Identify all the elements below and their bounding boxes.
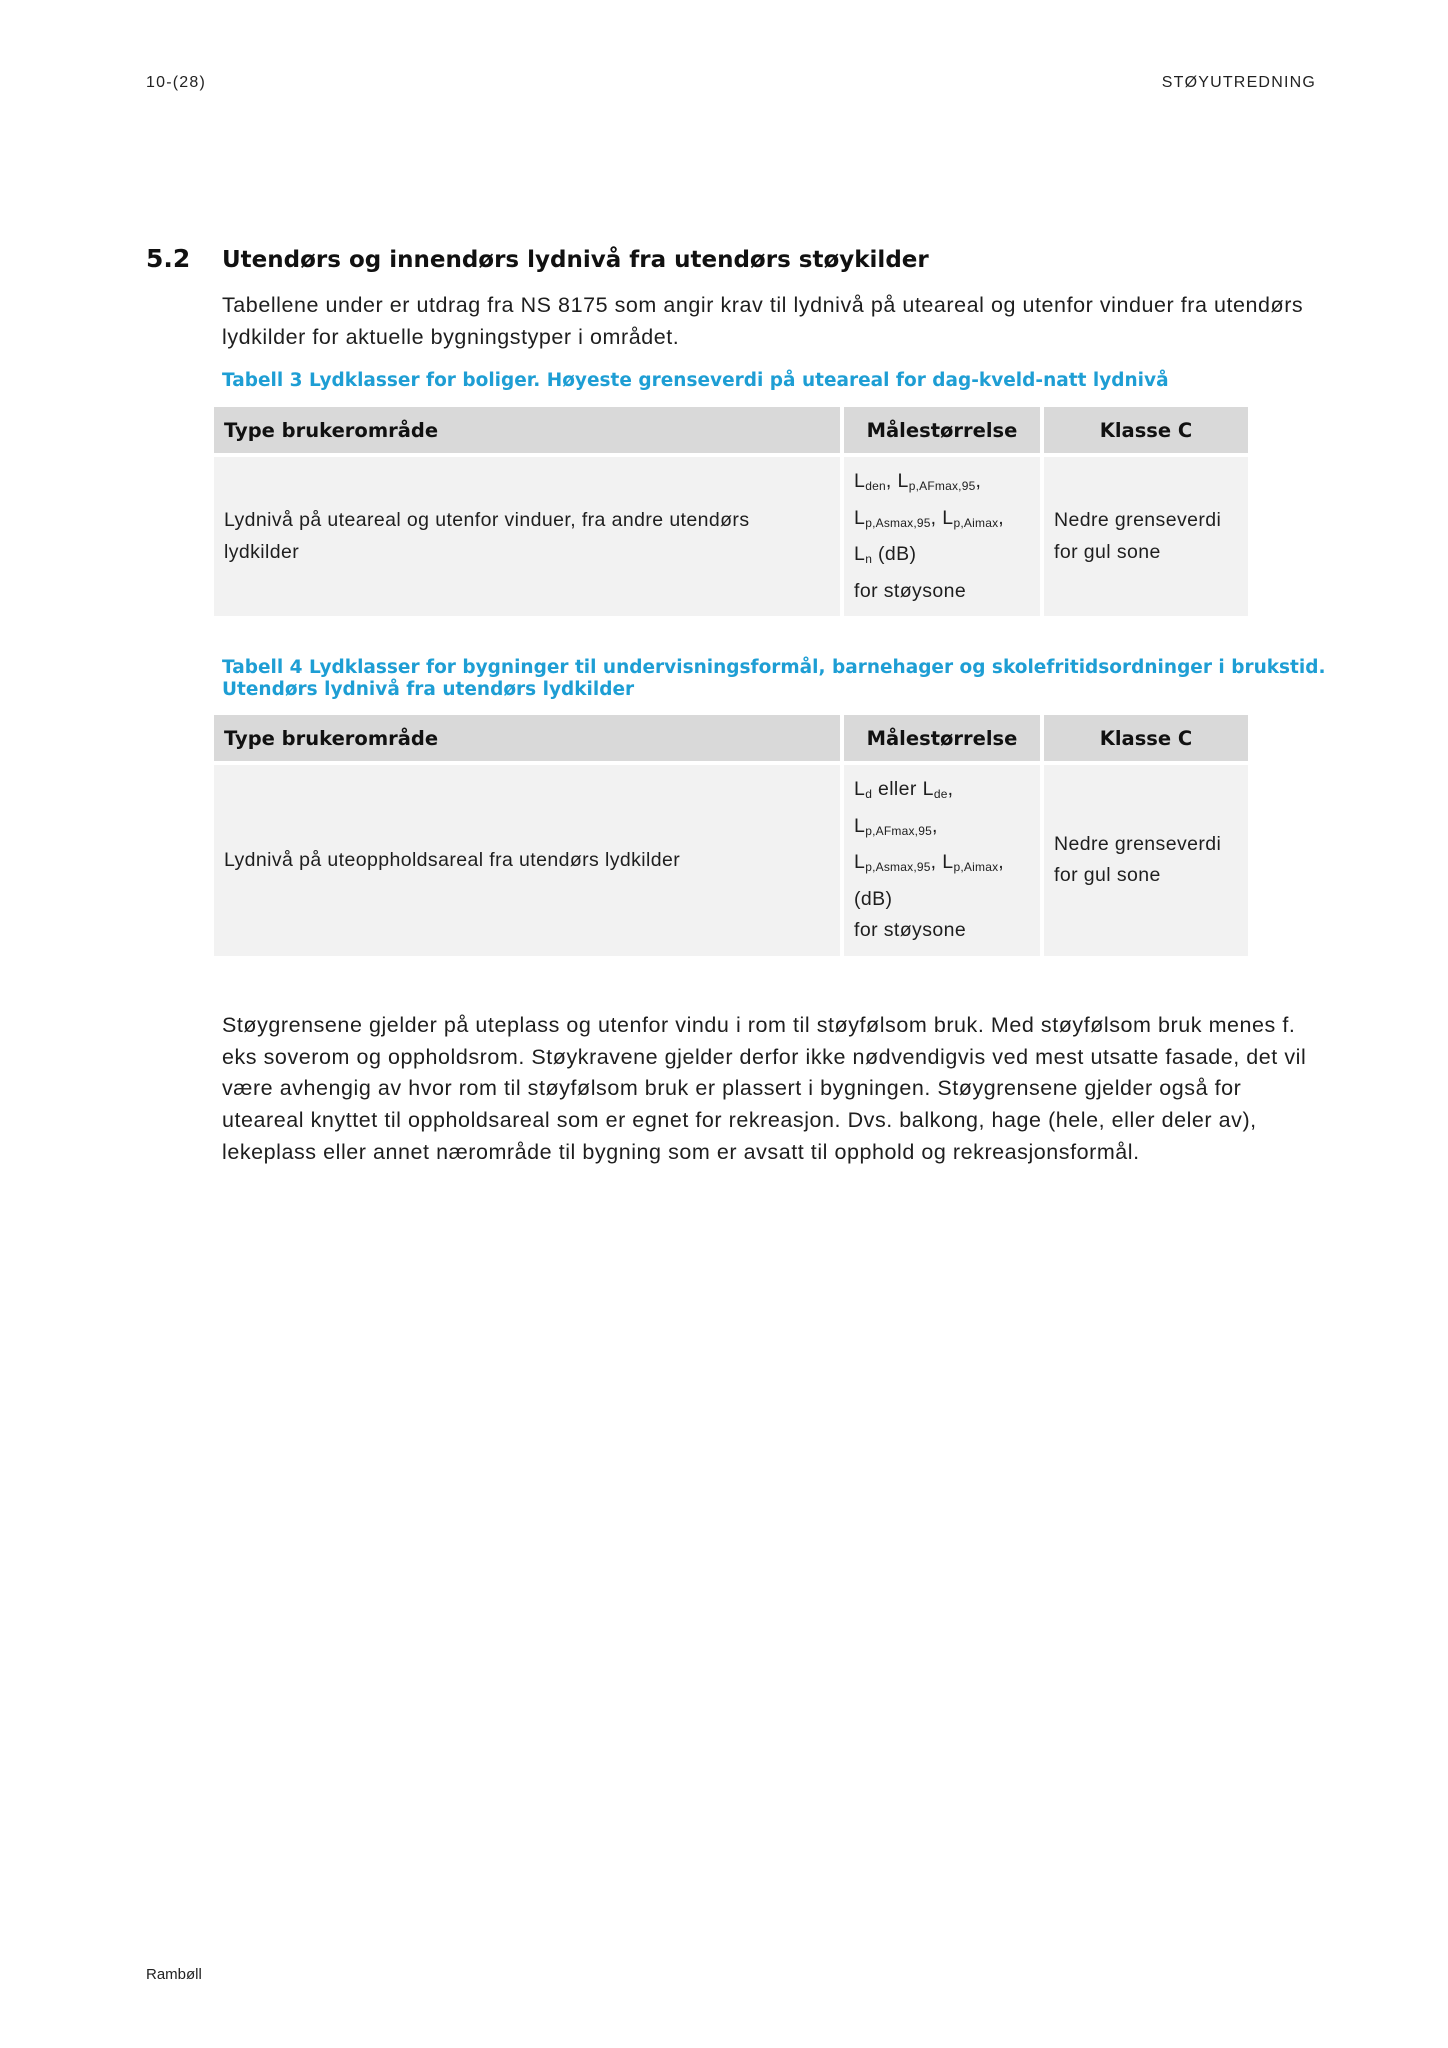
table3-header-area: Type brukerområde bbox=[214, 407, 840, 453]
table3-measure-cell: $L_{den}$, $L_{p,AFmax,95}$, $L_{p,Asmax,95}$, $L_{p,Aimax}$, $L_n$ (dB) for støysone bbox=[844, 457, 1040, 616]
intro-paragraph: Tabellene under er utdrag fra NS 8175 som angir krav til lydnivå på uteareal og utenfor vinduer fra utendørs lydkilder for aktuelle bygningstyper i området. bbox=[222, 293, 1304, 349]
table4-measure-cell: $L_d$ eller $L_{de}$, $L_{p,AFmax,95}$, $L_{p,Asmax,95}$, $L_{p,Aimax}$, (dB) for støysone bbox=[844, 765, 1040, 956]
table3-header-class: Klasse C bbox=[1044, 407, 1248, 453]
table3-caption: Tabell 3 Lydklasser for boliger. Høyeste grenseverdi på uteareal for dag-kveld-natt lydnivå bbox=[222, 370, 1169, 391]
table-row bbox=[214, 765, 1248, 956]
section-heading bbox=[146, 244, 929, 273]
table3-header-row bbox=[214, 407, 1248, 453]
page-number: 10-(28) bbox=[146, 74, 206, 91]
table4-header-measure: Målestørrelse bbox=[844, 715, 1040, 761]
table4-header-row bbox=[214, 715, 1248, 761]
table-row bbox=[214, 457, 1248, 616]
table3 bbox=[210, 403, 1252, 620]
table3-class-cell: Nedre grenseverdi for gul sone bbox=[1044, 457, 1248, 616]
closing-paragraph: Støygrensene gjelder på uteplass og utenfor vindu i rom til støyfølsom bruk. Med støyfølsom bruk menes f. eks soverom og oppholdsrom. Støykravene gjelder derfor ikke nødvendigvis ved mest utsatte fasade, det vil være avhengig av hvor rom til støyfølsom bruk er plassert i bygningen. Støygrensene gjelder også for uteareal knyttet til oppholdsareal som er egnet for rekreasjon. Dvs. balkong, hage (hele, eller deler av), lekeplass eller annet nærområde til bygning som er avsatt til opphold og rekreasjonsformål. bbox=[222, 1013, 1307, 1164]
document-title: STØYUTREDNING bbox=[1161, 74, 1316, 91]
table4-caption: Tabell 4 Lydklasser for bygninger til undervisningsformål, barnehager og skolefritidsordninger i brukstid. Utendørs lydnivå fra utendørs lydkilder bbox=[222, 657, 1326, 700]
section-number: 5.2 bbox=[146, 244, 191, 273]
section-title: Utendørs og innendørs lydnivå fra utendørs støykilder bbox=[222, 247, 929, 273]
table3-area-cell: Lydnivå på uteareal og utenfor vinduer, fra andre utendørs lydkilder bbox=[214, 457, 840, 616]
table4-header-area: Type brukerområde bbox=[214, 715, 840, 761]
table4-class-cell: Nedre grenseverdi for gul sone bbox=[1044, 765, 1248, 956]
table4-area-cell: Lydnivå på uteoppholdsareal fra utendørs lydkilder bbox=[214, 765, 840, 956]
table3-header-measure: Målestørrelse bbox=[844, 407, 1040, 453]
table4 bbox=[210, 711, 1252, 960]
table4-header-class: Klasse C bbox=[1044, 715, 1248, 761]
footer-company: Rambøll bbox=[146, 1966, 202, 1983]
